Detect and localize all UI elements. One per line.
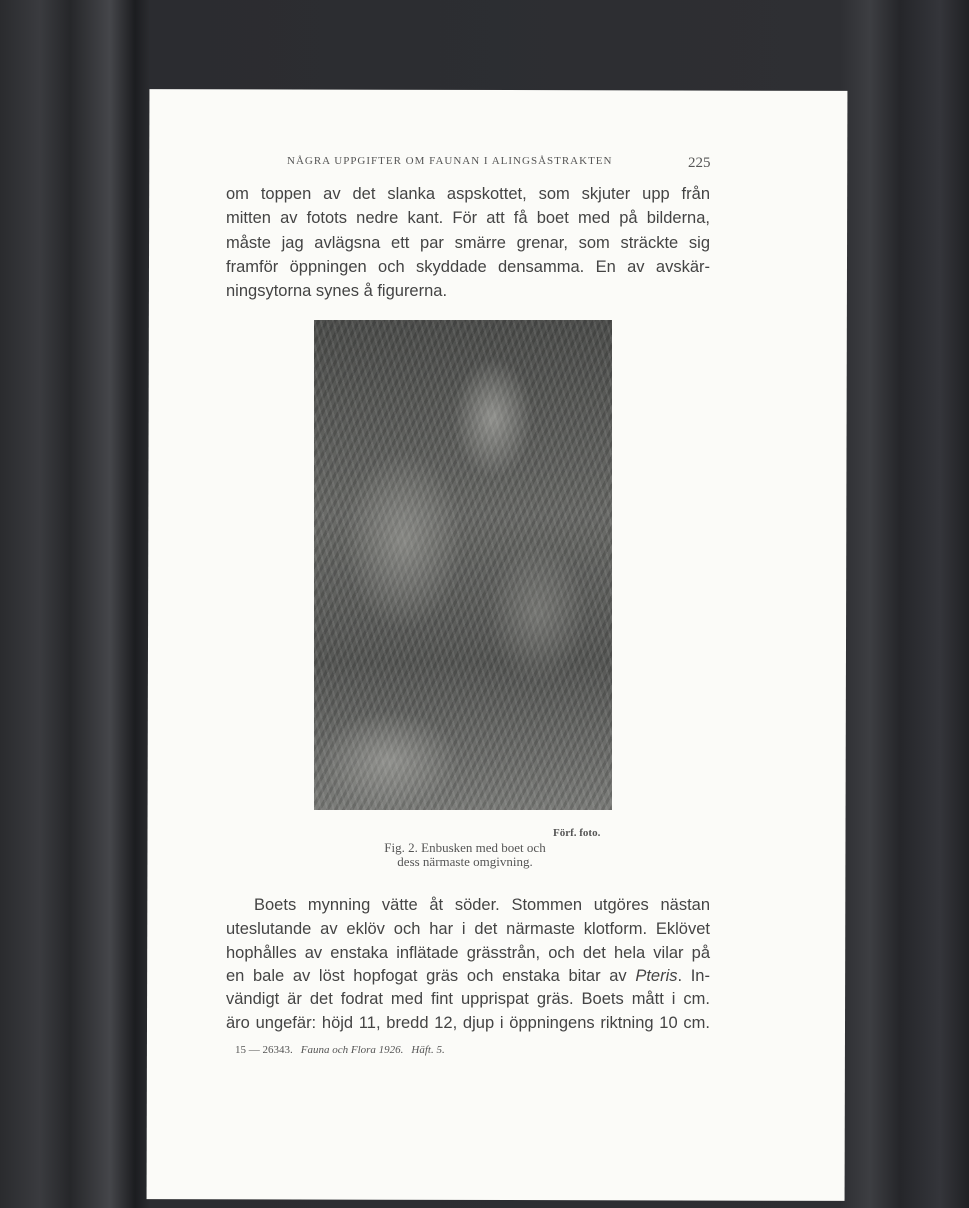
text: . In- [677, 967, 710, 985]
text: en bale av löst hopfogat gräs och enstaka bitar av [226, 967, 636, 985]
body-line [226, 967, 710, 986]
body-line: ningsytorna synes å figurerna. [226, 282, 448, 300]
body-line: uteslutande av eklöv och har i det närmaste klotform. Eklövet [226, 920, 710, 938]
figure-caption: dess närmaste omgivning. [397, 854, 533, 869]
running-title: NÅGRA UPPGIFTER OM FAUNAN I ALINGSÅSTRAKTEN [287, 155, 613, 167]
figure-photo-juniper-bush [314, 320, 612, 810]
journal-name: Fauna och Flora 1926. [300, 1044, 404, 1056]
body-line: måste jag avlägsna ett par smärre grenar, som sträckte sig [226, 234, 710, 252]
body-line: äro ungefär: höjd 11, bredd 12, djup i öppningens riktning 10 cm. [226, 1014, 710, 1032]
signature-mark: 15 — 26343. [235, 1044, 293, 1056]
page-number: 225 [688, 155, 711, 171]
figure-caption: Fig. 2. Enbusken med boet och [384, 840, 546, 855]
body-line: hophålles av enstaka inflätade grässtrån, och det hela vilar på [226, 944, 710, 962]
italic-term: Pteris [635, 967, 678, 985]
footer [235, 1044, 445, 1056]
body-line: framför öppningen och skyddade densamma. En av avskär- [226, 258, 710, 276]
photo-credit: Förf. foto. [553, 827, 601, 839]
issue-number: Häft. 5. [411, 1044, 445, 1056]
body-line: om toppen av det slanka aspskottet, som skjuter upp från [226, 185, 710, 203]
body-line: vändigt är det fodrat med fint upprispat gräs. Boets mått i cm. [226, 990, 710, 1008]
body-line: mitten av fotots nedre kant. För att få boet med på bilderna, [226, 209, 710, 227]
body-line: Boets mynning vätte åt söder. Stommen utgöres nästan [254, 896, 710, 914]
